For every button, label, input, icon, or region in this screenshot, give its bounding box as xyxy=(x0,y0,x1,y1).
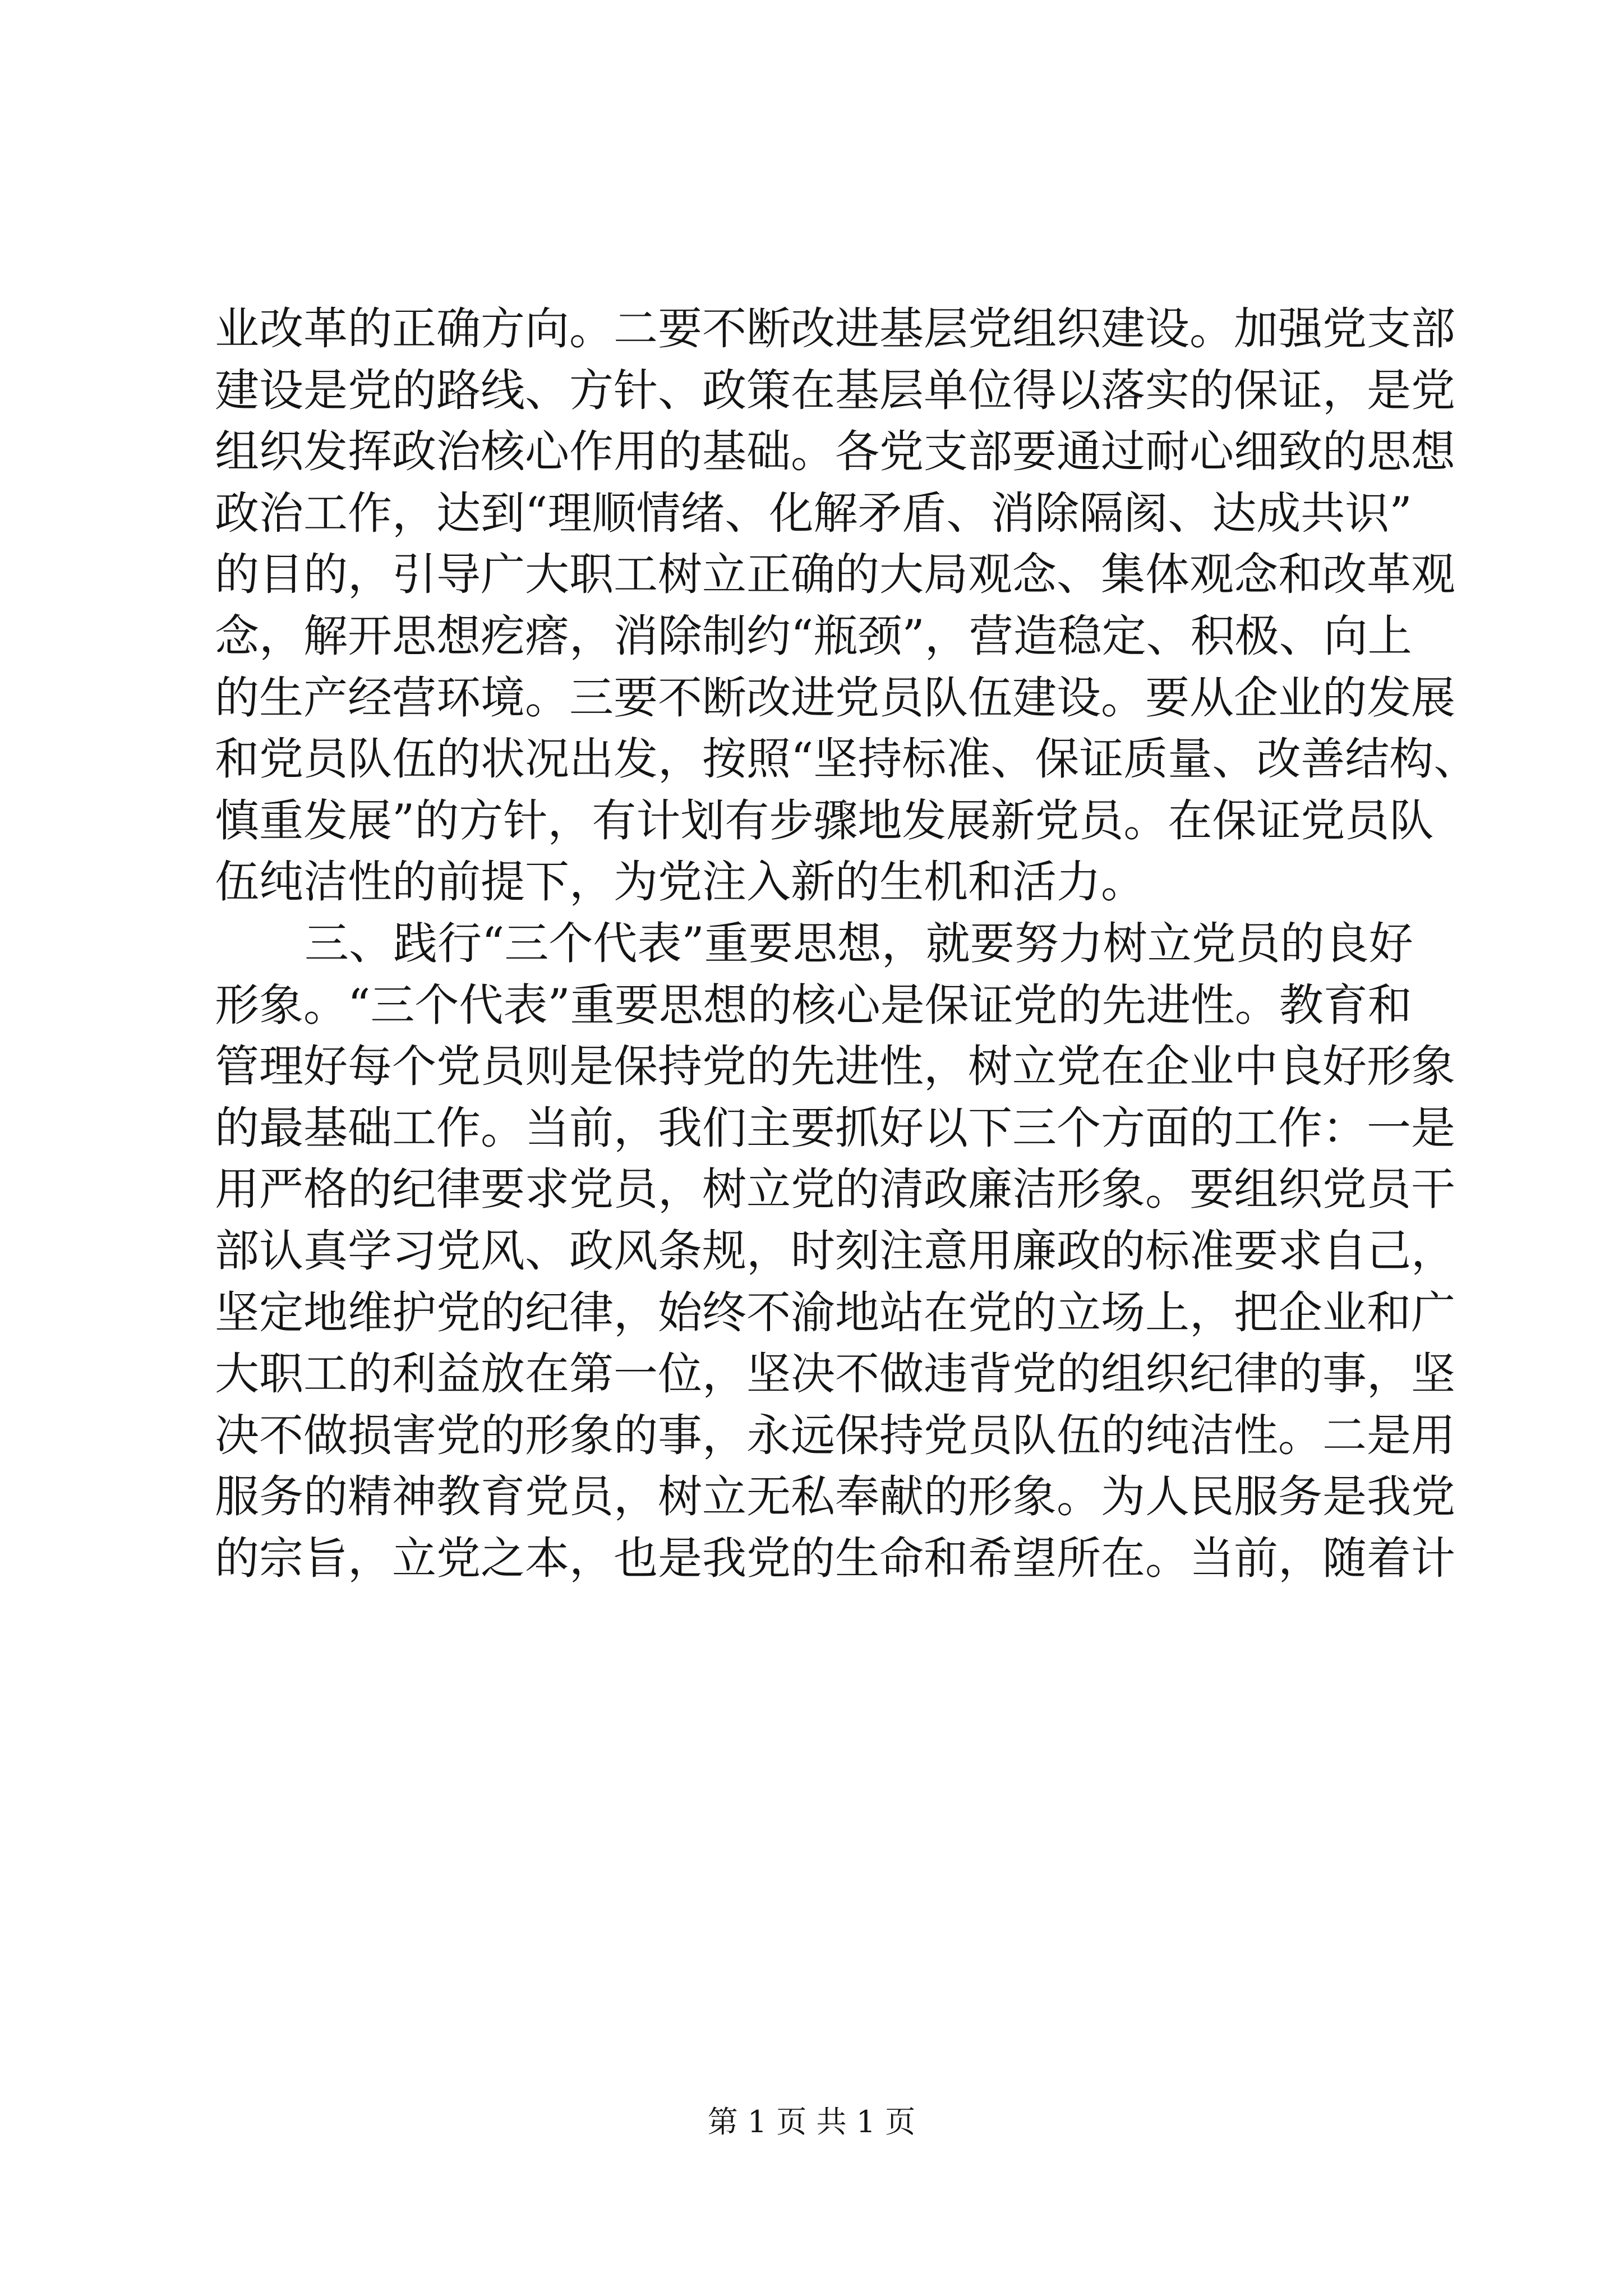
page-footer: 第 1 页 共 1 页 xyxy=(707,2104,916,2139)
text-line: 服务的精神教育党员，树立无私奉献的形象。为人民服务是我党 xyxy=(215,1471,1455,1523)
text-line: 的最基础工作。当前，我们主要抓好以下三个方面的工作：一是 xyxy=(215,1102,1455,1154)
text-line: 管理好每个党员则是保持党的先进性，树立党在企业中良好形象 xyxy=(215,1041,1455,1093)
text-line: 的宗旨，立党之本，也是我党的生命和希望所在。当前，随着计 xyxy=(215,1532,1455,1584)
body-text xyxy=(215,298,1478,1589)
text-line: 念，解开思想疙瘩，消除制约“瓶颈”，营造稳定、积极、向上 xyxy=(215,610,1412,662)
text-line: 形象。“三个代表”重要思想的核心是保证党的先进性。教育和 xyxy=(215,979,1412,1031)
text-line: 坚定地维护党的纪律，始终不渝地站在党的立场上，把企业和广 xyxy=(215,1286,1455,1338)
text-line: 的生产经营环境。三要不断改进党员队伍建设。要从企业的发展 xyxy=(215,671,1455,724)
text-line: 部认真学习党风、政风条规，时刻注意用廉政的标准要求自己， xyxy=(215,1225,1455,1277)
text-line: 建设是党的路线、方针、政策在基层单位得以落实的保证，是党 xyxy=(215,364,1455,416)
text-line: 和党员队伍的状况出发，按照“坚持标准、保证质量、改善结构、 xyxy=(215,733,1478,785)
text-line: 慎重发展”的方针，有计划有步骤地发展新党员。在保证党员队 xyxy=(215,794,1434,846)
text-line: 政治工作，达到“理顺情绪、化解矛盾、消除隔阂、达成共识” xyxy=(215,487,1412,539)
text-line: 的目的，引导广大职工树立正确的大局观念、集体观念和改革观 xyxy=(215,549,1455,601)
text-line: 大职工的利益放在第一位，坚决不做违背党的组织纪律的事，坚 xyxy=(215,1348,1455,1400)
text-line: 伍纯洁性的前提下，为党注入新的生机和活力。 xyxy=(215,856,1145,908)
text-line: 业改革的正确方向。二要不断改进基层党组织建设。加强党支部 xyxy=(215,303,1455,355)
text-line: 用严格的纪律要求党员，树立党的清政廉洁形象。要组织党员干 xyxy=(215,1163,1455,1216)
text-line: 组织发挥政治核心作用的基础。各党支部要通过耐心细致的思想 xyxy=(215,426,1455,478)
text-line: 决不做损害党的形象的事，永远保持党员队伍的纯洁性。二是用 xyxy=(215,1409,1455,1461)
paragraph-start-line: 三、践行“三个代表”重要思想，就要努力树立党员的良好 xyxy=(305,917,1413,969)
